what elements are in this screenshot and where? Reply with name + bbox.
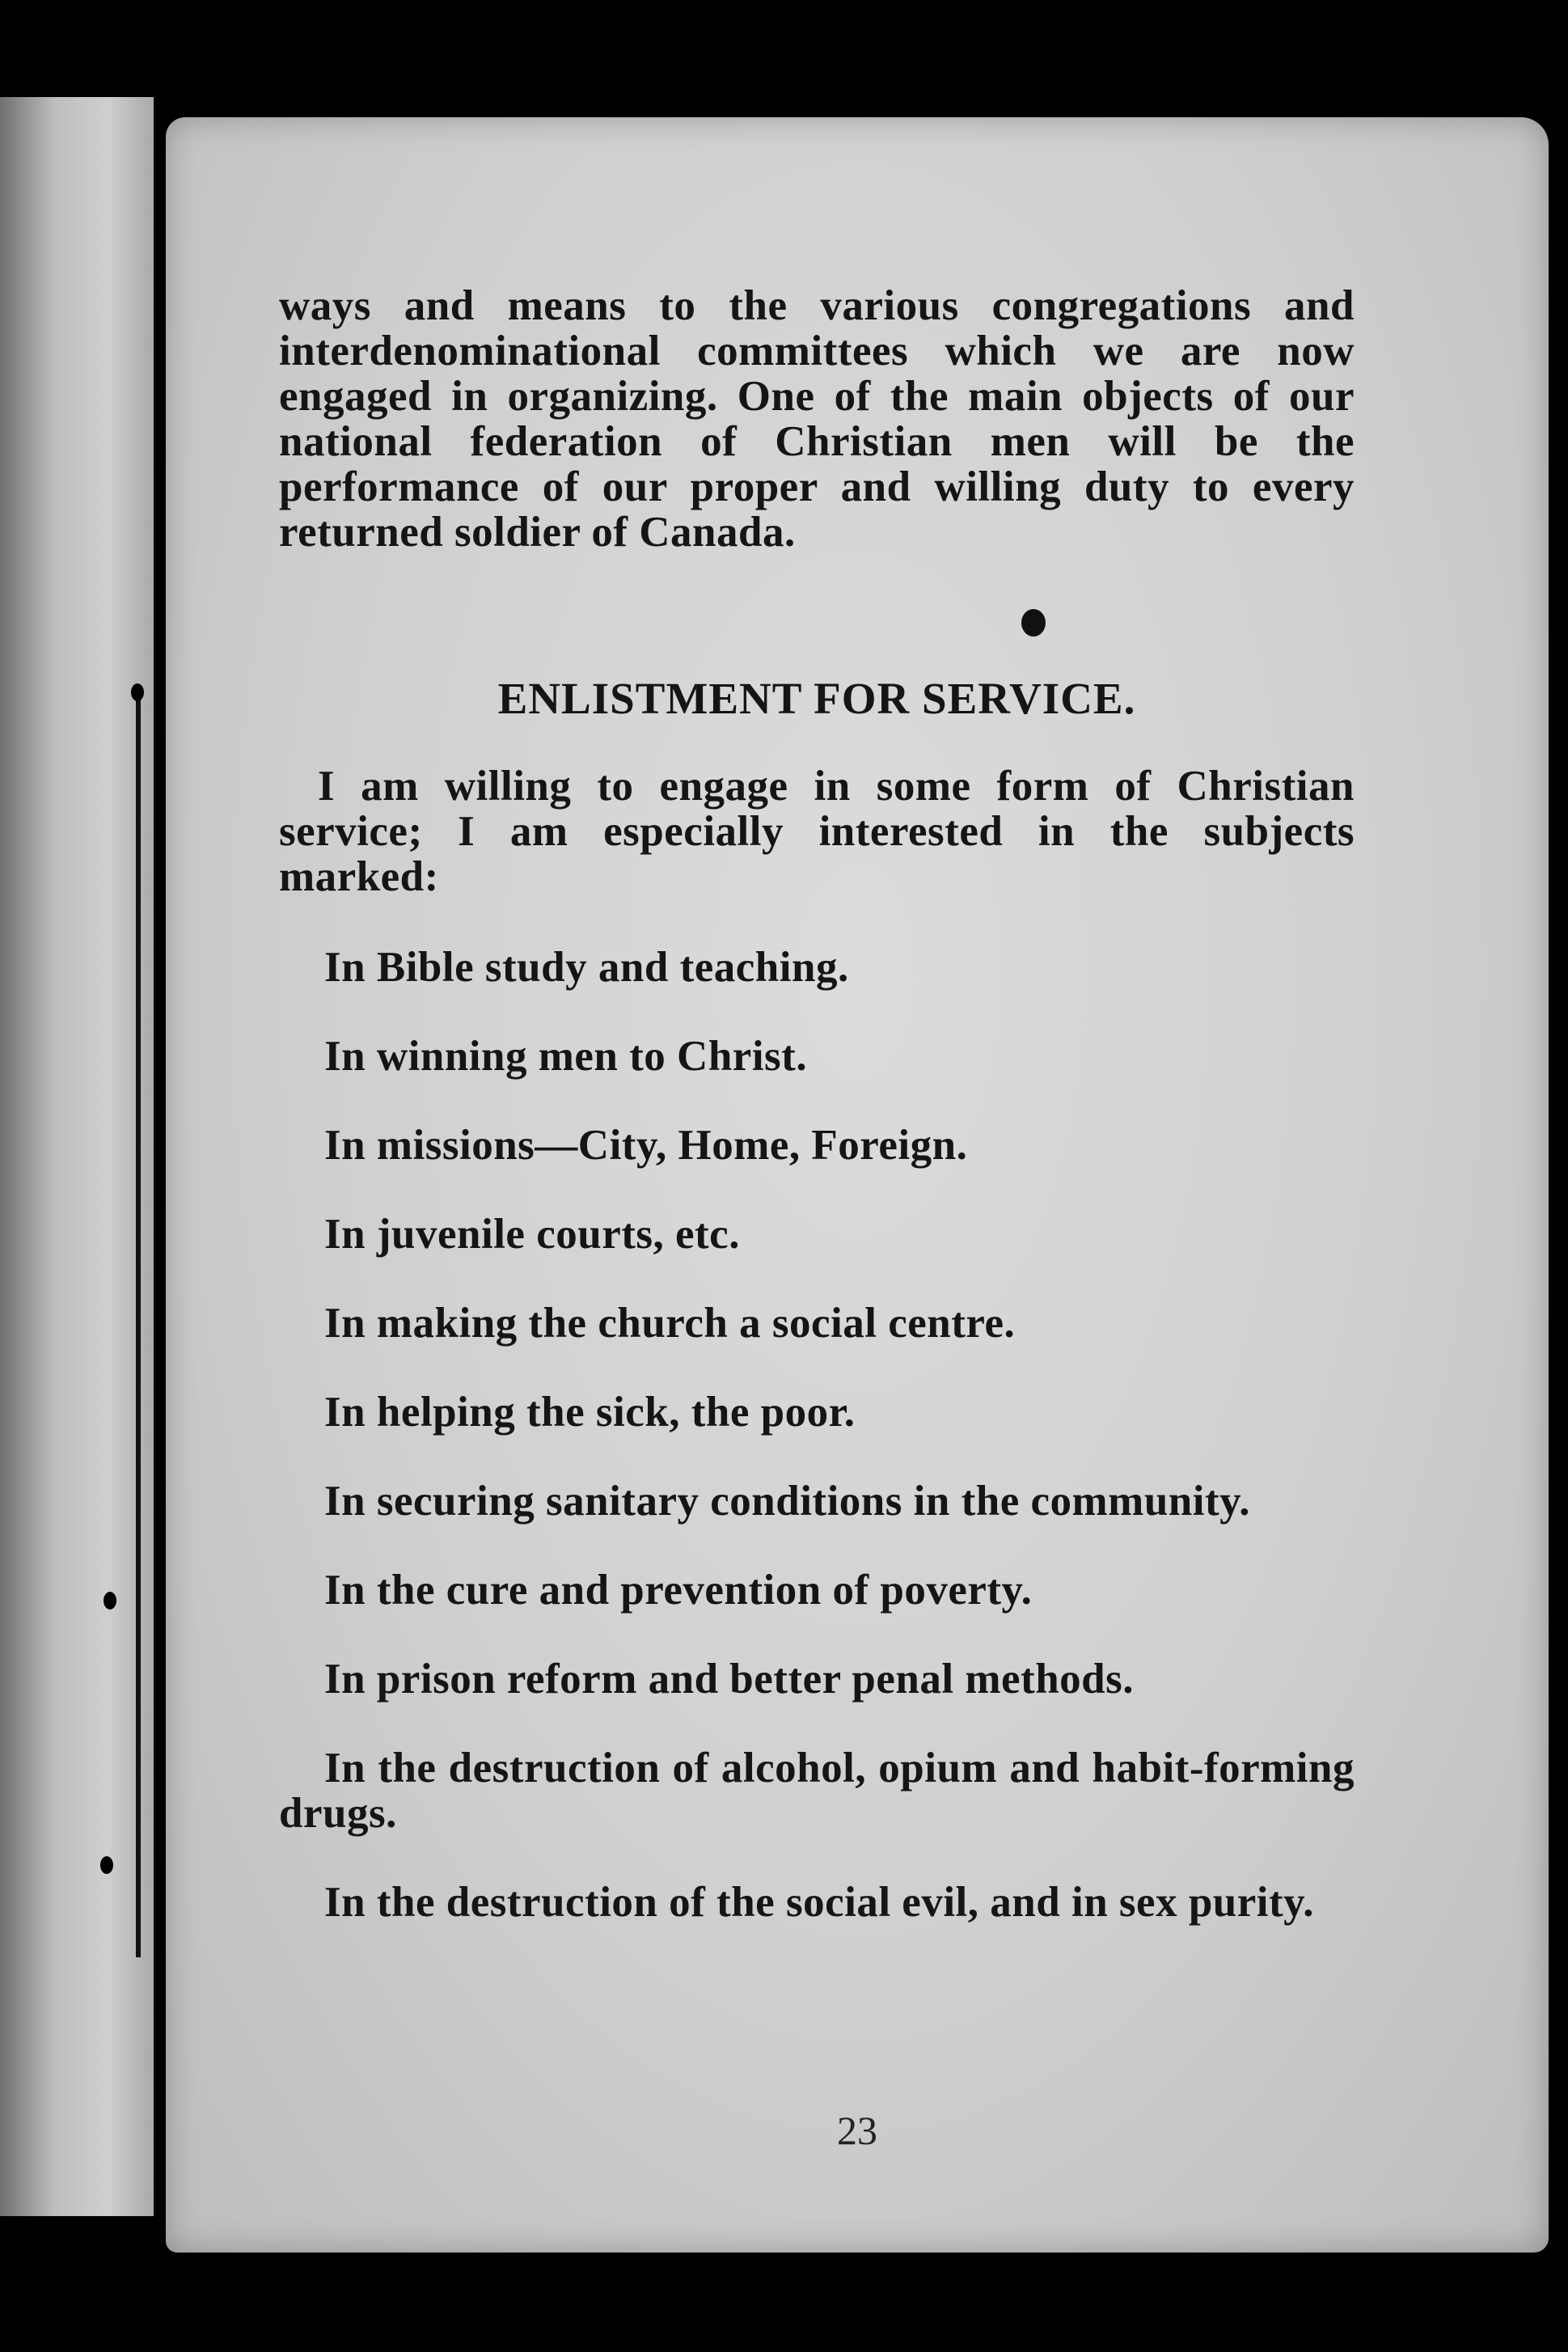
list-item: In prison reform and better penal methods.	[324, 1656, 1135, 1703]
list-item: In the cure and prevention of poverty.	[324, 1567, 1033, 1614]
page-number: 23	[837, 2108, 877, 2153]
service-interest-list	[279, 945, 1355, 1925]
intro-paragraph: I am willing to engage in some form of Christian service; I am especially interested in the subjects marked:	[279, 763, 1355, 900]
binding-gutter	[136, 696, 141, 1957]
list-item: In the destruction of alcohol, opium and habit-forming drugs.	[279, 1745, 1355, 1837]
book-page	[166, 117, 1549, 2253]
list-item: In Bible study and teaching.	[324, 944, 849, 991]
list-item: In winning men to Christ.	[324, 1033, 808, 1080]
section-heading: ENLISTMENT FOR SERVICE.	[497, 674, 1136, 723]
facing-page-edge	[0, 97, 154, 2216]
list-item: In missions—City, Home, Foreign.	[324, 1122, 968, 1169]
binding-mark	[131, 683, 144, 701]
list-item: In making the church a social centre.	[324, 1300, 1016, 1347]
list-item: In securing sanitary conditions in the community.	[324, 1478, 1250, 1525]
list-item: In juvenile courts, etc.	[324, 1211, 740, 1258]
list-item: In helping the sick, the poor.	[324, 1389, 856, 1436]
binding-mark	[100, 1856, 113, 1874]
page-body	[279, 283, 1355, 1969]
continued-paragraph: ways and means to the various congregations and interdenominational committees which we are now engaged in organizing. One of the main objects of our national federation of Christian men will be the performance of our proper and willing duty to every returned soldier of Canada.	[279, 282, 1355, 556]
binding-mark	[104, 1592, 116, 1610]
list-item: In the destruction of the social evil, and in sex purity.	[324, 1879, 1315, 1926]
